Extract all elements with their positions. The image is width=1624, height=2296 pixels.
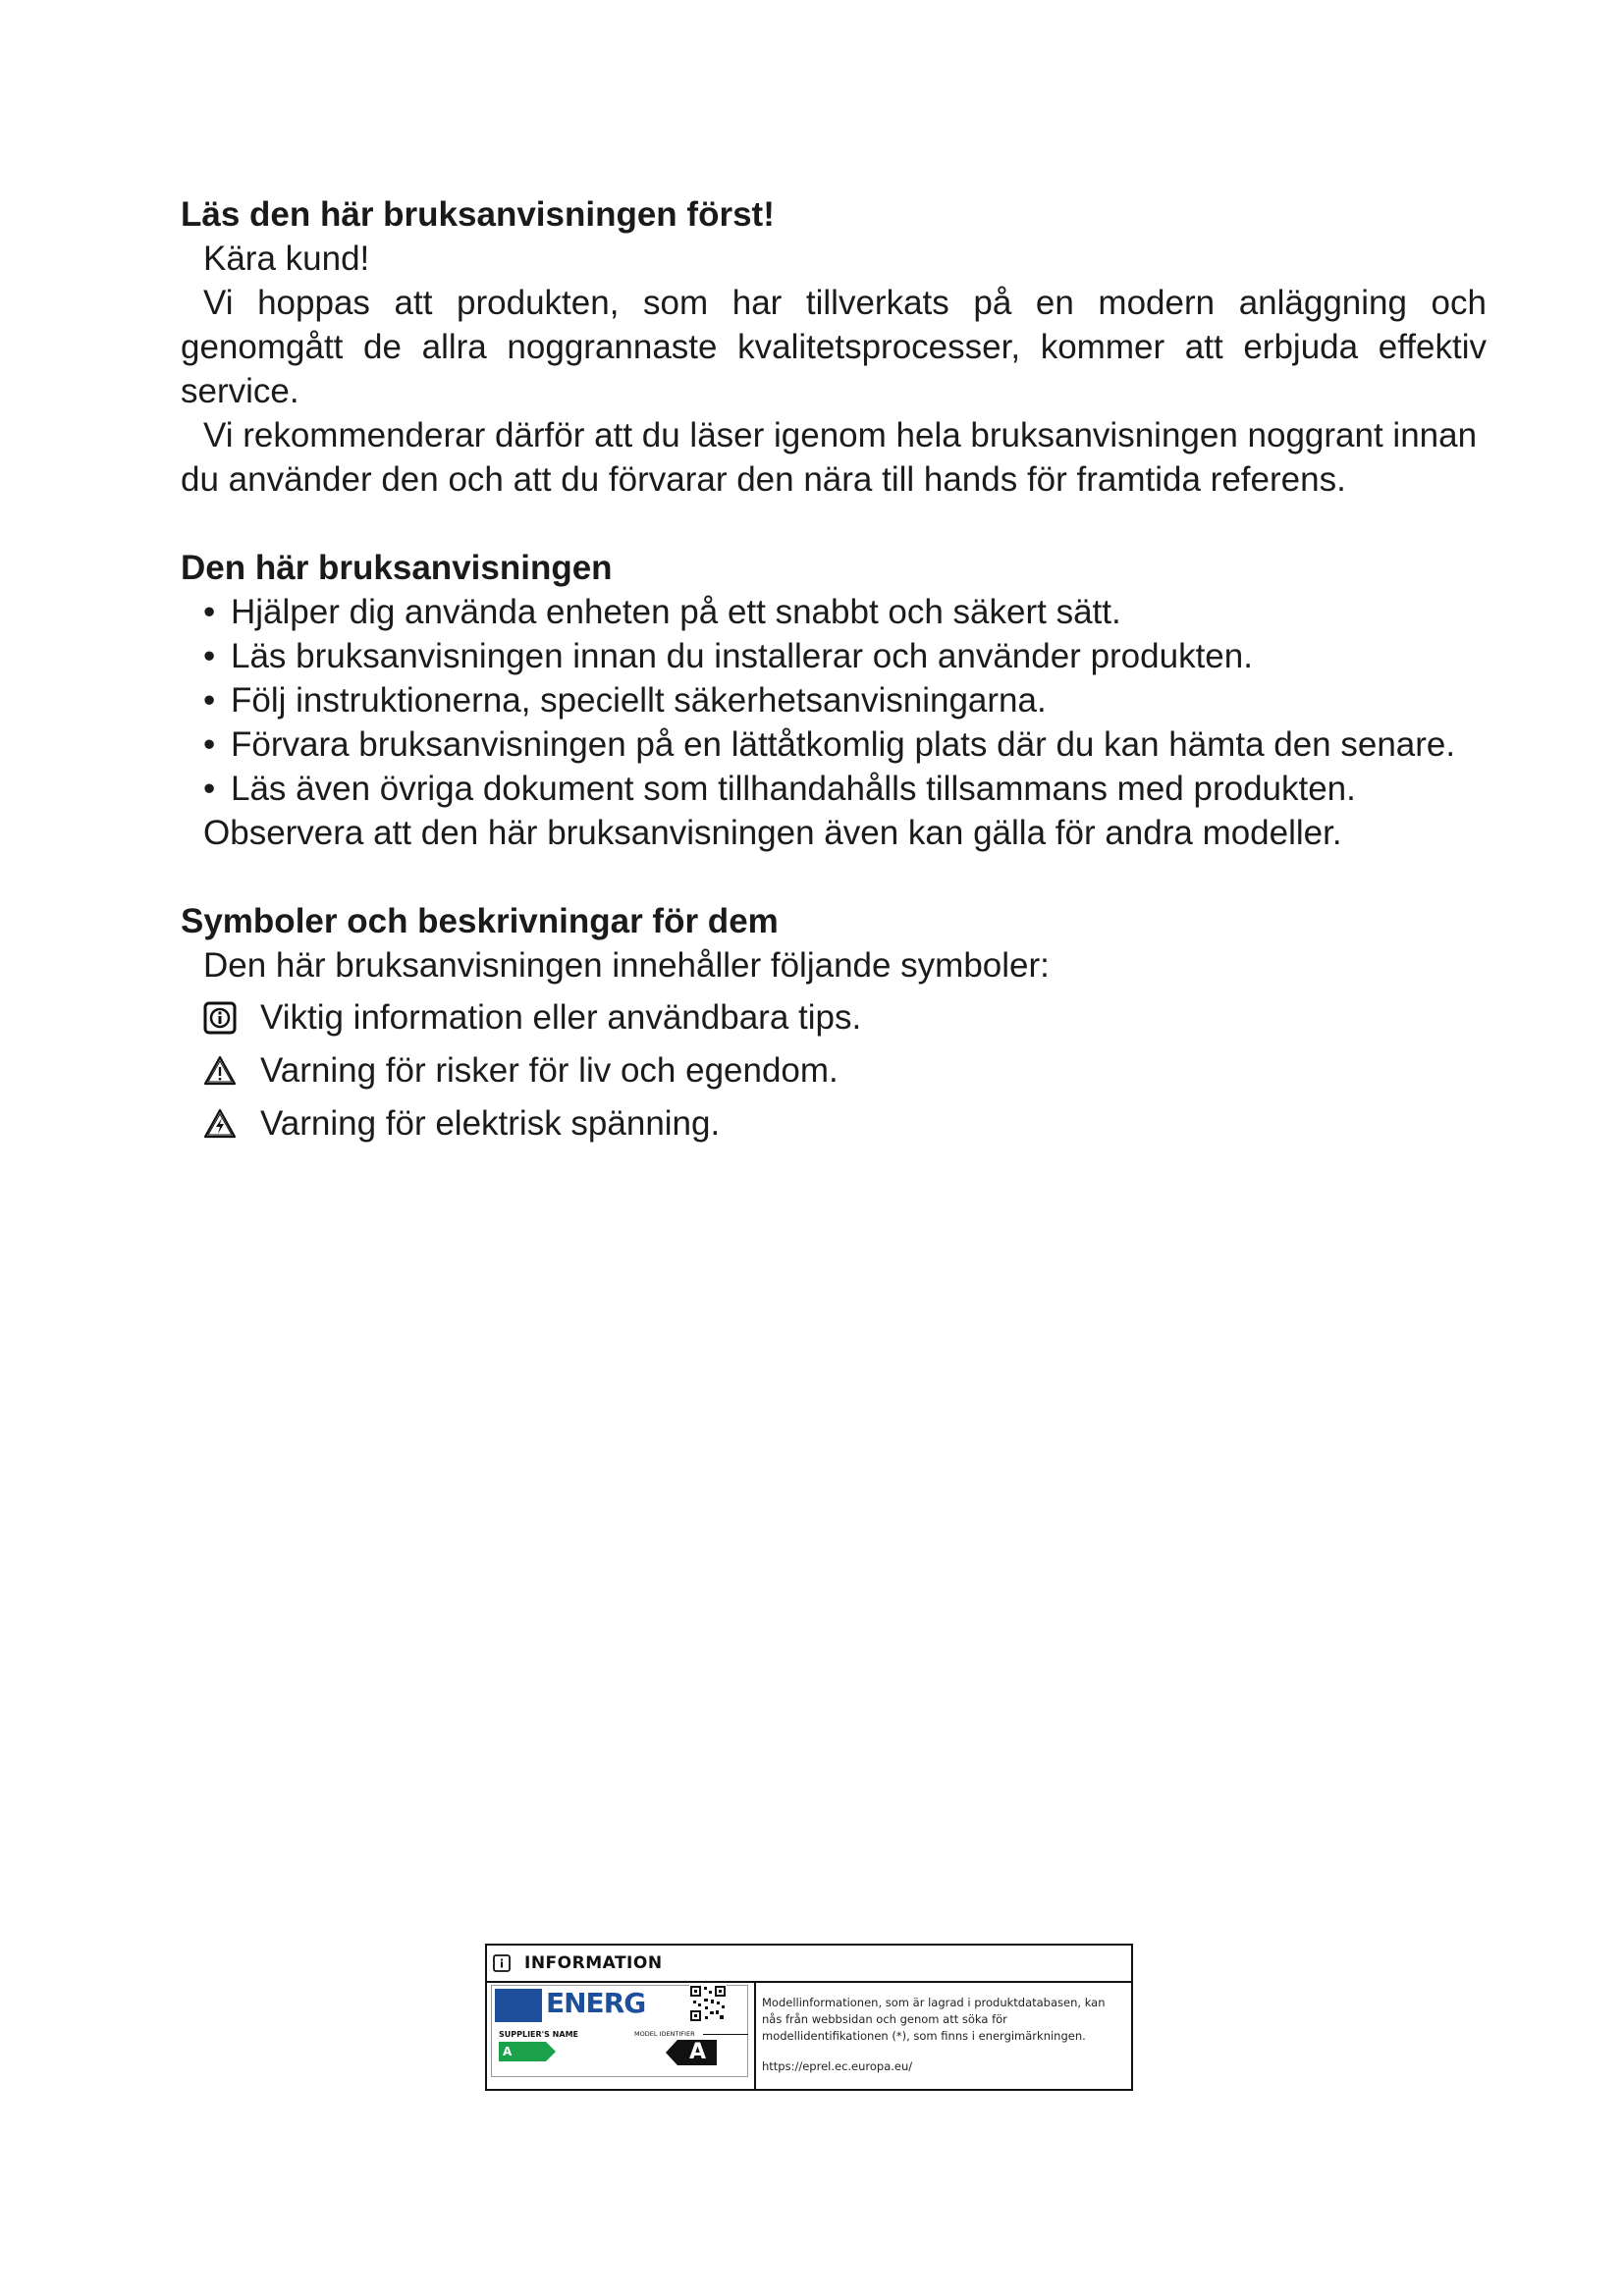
bullet-icon: • [203,593,216,631]
list-item: • Läs bruksanvisningen innan du installerar och använder produkten. [181,634,1487,678]
list-item: • Följ instruktionerna, speciellt säkerhetsanvisningarna. [181,678,1487,722]
symbol-row-info [181,991,1487,1044]
document-page [181,192,1487,1150]
section-heading: Symboler och beskrivningar för dem [181,902,779,940]
information-text [756,1981,1131,2089]
information-box [485,1944,1133,2091]
section-read-first [181,192,1487,502]
symbol-row-electric [181,1097,1487,1150]
greeting: Kära kund! [203,240,370,278]
model-identifier-label: MODEL IDENTIFIER [634,2030,695,2038]
information-title: INFORMATION [524,1953,663,1973]
section-heading: Den här bruksanvisningen [181,549,613,587]
information-description: Modellinformationen, som är lagrad i produktdatabasen, kan nås från webbsidan och genom att söka för modellidentifikationen (*), som finns i energimärkningen. [762,1996,1106,2043]
green-class-letter: A [503,2045,513,2058]
supplier-name-label: SUPPLIER'S NAME [499,2030,578,2039]
bullet-icon: • [203,770,216,808]
bullet-icon: • [203,637,216,675]
bullet-icon: • [203,725,216,764]
warning-triangle-icon [203,1054,237,1088]
bullet-list [181,590,1487,811]
qr-code-icon [689,1985,727,2022]
symbol-description: Varning för elektrisk spänning. [260,1104,721,1143]
information-header [487,1946,1131,1983]
symbol-description: Viktig information eller användbara tips. [260,998,862,1037]
models-note: Observera att den här bruksanvisningen även kan gälla för andra modeller. [203,814,1342,852]
info-icon [203,1001,237,1035]
bullet-icon: • [203,681,216,720]
model-identifier-pointer [703,2034,748,2035]
list-item: • Läs även övriga dokument som tillhandahålls tillsammans med produkten. [181,767,1487,811]
symbol-row-warning [181,1044,1487,1097]
energy-label-logo: ENERG [546,1987,646,2019]
electric-warning-icon [203,1107,237,1141]
list-item: • Förvara bruksanvisningen på en lättåtkomlig plats där du kan hämta den senare. [181,722,1487,767]
section-heading: Läs den här bruksanvisningen först! [181,195,775,234]
info-icon [493,1954,511,1972]
symbols-intro: Den här bruksanvisningen innehåller följande symboler: [203,946,1050,985]
intro-paragraph: Vi hoppas att produkten, som har tillverkats på en modern anläggning och genomgått de allra noggrannaste kvalitetsprocesser, kommer att erbjuda effektiv service. [181,284,1487,410]
eu-flag-icon [495,1989,542,2022]
recommendation-paragraph: Vi rekommenderar därför att du läser igenom hela bruksanvisningen noggrant innan du använder den och att du förvarar den nära till hands för framtida referens. [181,416,1478,499]
energy-label-thumbnail [487,1981,756,2089]
section-symbols [181,899,1487,1150]
section-this-manual [181,546,1487,855]
symbol-description: Varning för risker för liv och egendom. [260,1051,839,1090]
black-class-letter: A [689,2040,707,2064]
eprel-link[interactable]: https://eprel.ec.europa.eu/ [762,2059,913,2073]
list-item: • Hjälper dig använda enheten på ett snabbt och säkert sätt. [181,590,1487,634]
information-body [487,1981,1131,2089]
